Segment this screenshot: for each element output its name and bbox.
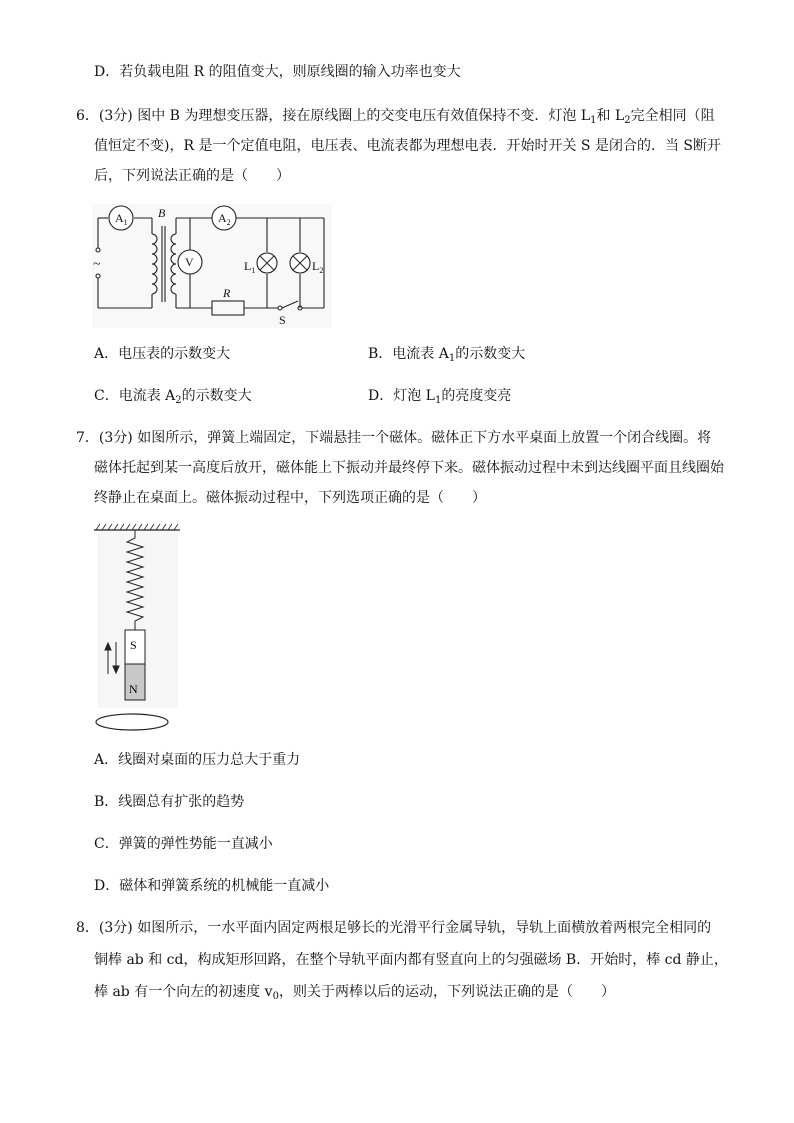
q6-optb-text: B．电流表 A [368, 346, 449, 362]
q6-option-b [368, 344, 525, 369]
q6-optd-end: 的亮度变亮 [441, 388, 512, 404]
q6-circuit-diagram [92, 204, 332, 328]
l2-label: $L_2$ [312, 259, 324, 275]
q7-option-b: B．线圈总有扩张的趋势 [94, 794, 245, 810]
q7-spring-magnet-diagram [92, 522, 184, 734]
q8-stem-line1: 8．(3分) 如图所示，一水平面内固定两根足够长的光滑平行金属导轨，导轨上面横放着两根完全相同的 [76, 920, 712, 936]
prev-option-d: D．若负载电阻 R 的阻值变大，则原线圈的输入功率也变大 [94, 64, 461, 80]
q6-line1-text: 6．(3分) 图中 B 为理想变压器，接在原线圈上的交变电压有效值保持不变．灯泡 L [76, 108, 591, 124]
q8-v0-sub: 0 [272, 991, 279, 1002]
q8-line3-end: ，则关于两棒以后的运动，下列说法正确的是（ ） [278, 984, 615, 1000]
a2-label: $A_2$ [218, 211, 231, 227]
q8-stem-line3 [94, 982, 615, 1007]
q6-optb-sub: 1 [448, 353, 456, 364]
q6-stem-line1 [76, 106, 715, 131]
q6-optc-sub: 2 [175, 395, 182, 406]
q8-line3-text: 棒 ab 有一个向左的初速度 v [94, 984, 273, 1000]
r-label: R [223, 286, 231, 300]
q7-stem-line3: 终静止在桌面上。磁体振动过程中，下列选项正确的是（ ） [94, 490, 486, 506]
q6-sub2: 2 [624, 115, 631, 126]
q6-line1-end: 完全相同（阻 [630, 108, 715, 124]
q6-line1-mid: 和 L [596, 108, 625, 124]
l1-label: $L_1$ [244, 259, 256, 275]
magnet-n-label: N [129, 682, 138, 696]
q6-optb-end: 的示数变大 [455, 346, 526, 362]
q6-stem-line3: 后，下列说法正确的是（ ） [94, 168, 290, 184]
q6-option-c [94, 386, 252, 411]
q6-optd-text: D．灯泡 L [368, 388, 435, 404]
q7-option-a: A．线圈对桌面的压力总大于重力 [94, 752, 301, 768]
q6-sub1: 1 [590, 115, 597, 126]
q7-option-d: D．磁体和弹簧系统的机械能一直减小 [94, 878, 330, 894]
q7-stem-line2: 磁体托起到某一高度后放开，磁体能上下振动并最终停下来。磁体振动过程中未到达线圈平面且线圈始 [94, 460, 724, 476]
a1-label: $A_1$ [115, 211, 128, 227]
s-label: S [279, 313, 286, 327]
q6-option-a: A．电压表的示数变大 [94, 346, 231, 362]
coil-loop [96, 714, 168, 730]
v-label: V [185, 255, 194, 269]
q8-stem-line2: 铜棒 ab 和 cd，构成矩形回路，在整个导轨平面内都有竖直向上的匀强磁场 B．开始时，棒 cd 静止， [94, 952, 728, 968]
q6-option-d [368, 386, 511, 411]
ac-symbol: ~ [93, 257, 101, 272]
b-label: B [158, 206, 166, 220]
q6-optd-sub: 1 [434, 395, 442, 406]
q6-stem-line2: 值恒定不变)，R 是一个定值电阻，电压表、电流表都为理想电表．开始时开关 S 是闭合的．当 S断开 [94, 138, 721, 154]
magnet-s-label: S [130, 638, 137, 652]
q6-optc-text: C．电流表 A [94, 388, 176, 404]
q7-option-c: C．弹簧的弹性势能一直减小 [94, 836, 273, 852]
q7-stem-line1: 7．(3分) 如图所示，弹簧上端固定，下端悬挂一个磁体。磁体正下方水平桌面上放置一个闭合线圈。将 [76, 430, 712, 446]
q6-optc-end: 的示数变大 [181, 388, 252, 404]
